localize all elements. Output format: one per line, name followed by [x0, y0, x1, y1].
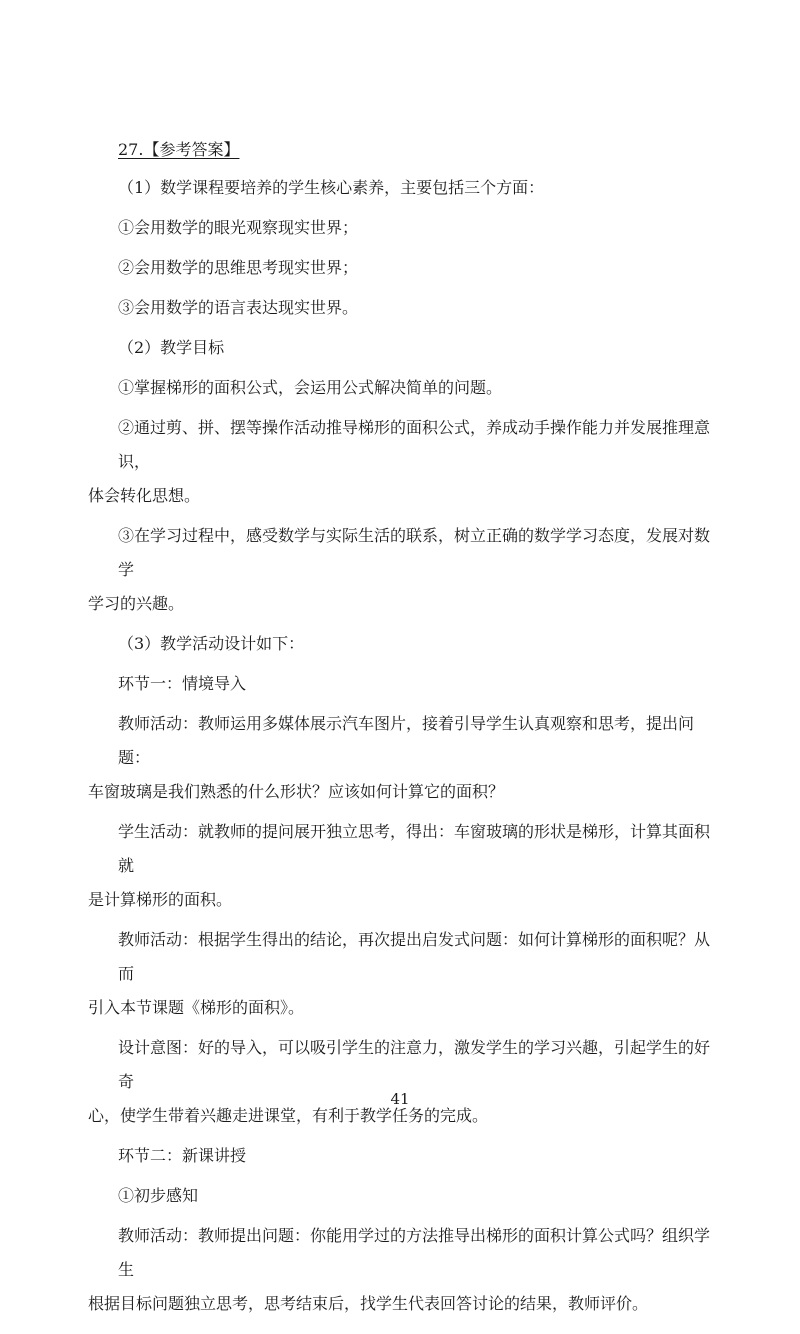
- answer-content: [88, 140, 723, 1334]
- core-literacy-item-2: ②会用数学的思维思考现实世界；: [118, 258, 359, 277]
- teaching-goal-3-line-1: ③在学习过程中，感受数学与实际生活的联系，树立正确的数学学习态度，发展对数学: [118, 526, 711, 579]
- teaching-goals-title: （2）教学目标: [118, 338, 225, 357]
- teaching-goal-2-line-1: ②通过剪、拼、摆等操作活动推导梯形的面积公式，养成动手操作能力并发展推理意识，: [118, 418, 711, 471]
- answer-heading: 27.【参考答案】: [118, 140, 240, 159]
- activity-design-title: （3）教学活动设计如下：: [118, 634, 305, 653]
- student-activity-1-line-1: 学生活动：就教师的提问展开独立思考，得出：车窗玻璃的形状是梯形，计算其面积就: [118, 822, 711, 875]
- teaching-goal-1: ①掌握梯形的面积公式，会运用公式解决简单的问题。: [118, 378, 503, 397]
- step-1-title: 环节一：情境导入: [118, 674, 247, 693]
- step-2-title: 环节二：新课讲授: [118, 1146, 247, 1165]
- teacher-activity-1: [88, 707, 723, 809]
- teaching-goal-3: [88, 519, 723, 621]
- teacher-activity-3: [88, 1219, 723, 1321]
- design-intent-1: [88, 1031, 723, 1133]
- teacher-activity-2-line-2: 引入本节课题《梯形的面积》。: [88, 998, 305, 1017]
- teacher-activity-2: [88, 923, 723, 1025]
- teaching-goal-2: [88, 411, 723, 513]
- teacher-activity-3-line-2: 根据目标问题独立思考，思考结束后，找学生代表回答讨论的结果，教师评价。: [88, 1294, 649, 1313]
- core-literacy-intro: （1）数学课程要培养的学生核心素养，主要包括三个方面：: [118, 178, 545, 197]
- student-activity-1-line-2: 是计算梯形的面积。: [88, 890, 233, 909]
- design-intent-1-line-2: 心，使学生带着兴趣走进课堂，有利于教学任务的完成。: [88, 1106, 489, 1125]
- design-intent-1-line-1: 设计意图：好的导入，可以吸引学生的注意力，激发学生的学习兴趣，引起学生的好奇: [118, 1038, 711, 1091]
- teacher-activity-1-line-2: 车窗玻璃是我们熟悉的什么形状？应该如何计算它的面积？: [88, 782, 505, 801]
- core-literacy-item-1: ①会用数学的眼光观察现实世界；: [118, 218, 359, 237]
- teacher-activity-3-line-1: 教师活动：教师提出问题：你能用学过的方法推导出梯形的面积计算公式吗？组织学生: [118, 1226, 711, 1279]
- teaching-goal-2-line-2: 体会转化思想。: [88, 486, 201, 505]
- page-number: 41: [390, 1090, 410, 1108]
- step-2-subtitle: ①初步感知: [118, 1186, 199, 1205]
- teacher-activity-2-line-1: 教师活动：根据学生得出的结论，再次提出启发式问题：如何计算梯形的面积呢？从而: [118, 930, 711, 983]
- student-activity-1: [88, 815, 723, 917]
- teacher-activity-1-line-1: 教师活动：教师运用多媒体展示汽车图片，接着引导学生认真观察和思考，提出问题：: [118, 714, 695, 767]
- teaching-goal-3-line-2: 学习的兴趣。: [88, 594, 185, 613]
- core-literacy-item-3: ③会用数学的语言表达现实世界。: [118, 298, 359, 317]
